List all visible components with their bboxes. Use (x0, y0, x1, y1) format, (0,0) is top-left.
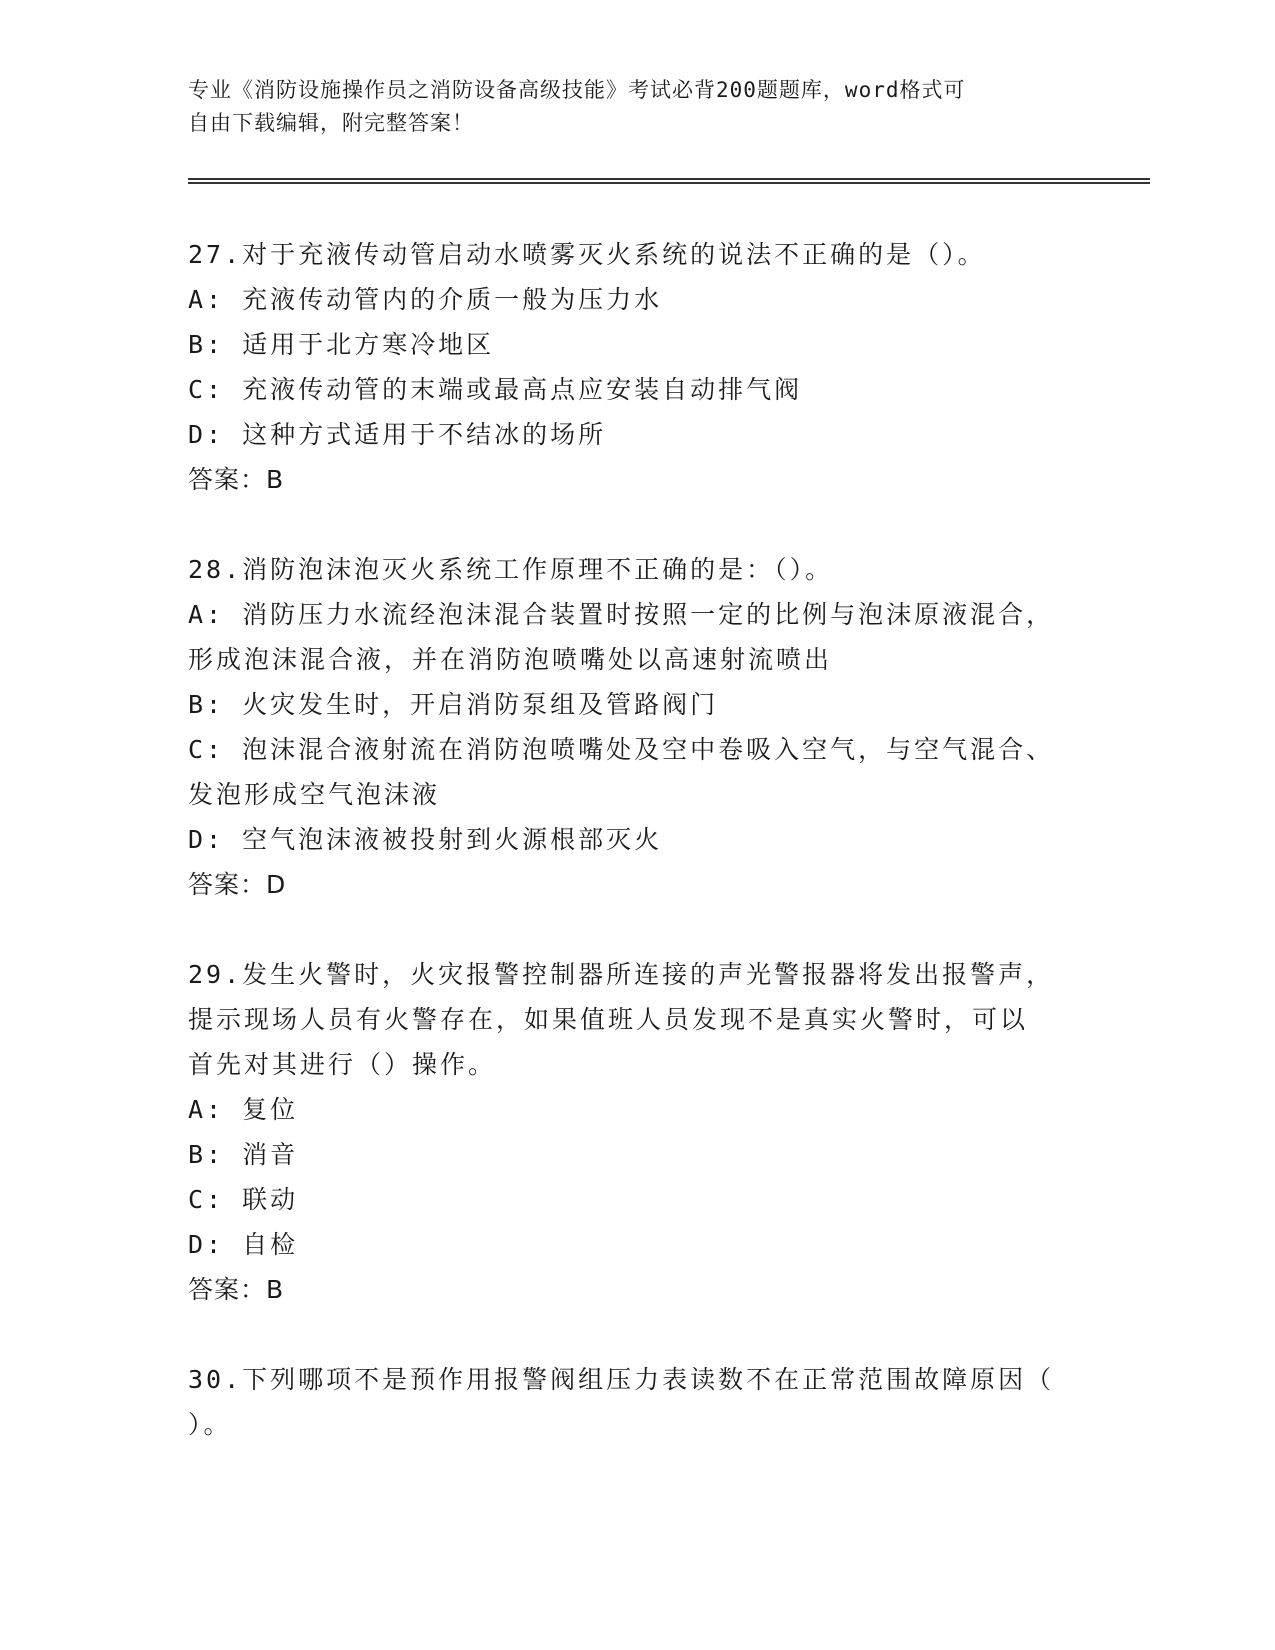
question-option-line: C: 泡沫混合液射流在消防泡喷嘴处及空中卷吸入空气，与空气混合、 (188, 735, 1055, 764)
question-item (188, 232, 1088, 502)
question-stem-line: 29.发生火警时，火灾报警控制器所连接的声光警报器将发出报警声， (188, 960, 1055, 989)
question-answer: 答案：B (188, 465, 285, 494)
question-item (188, 1357, 1088, 1447)
header-divider (188, 178, 1150, 184)
question-item (188, 952, 1088, 1312)
question-stem-line: 27.对于充液传动管启动水喷雾灭火系统的说法不正确的是（）。 (188, 240, 986, 269)
question-option-line: A: 复位 (188, 1095, 299, 1124)
question-list (188, 232, 1088, 1492)
question-option-line: B: 火灾发生时，开启消防泵组及管路阀门 (188, 690, 719, 719)
question-item (188, 547, 1088, 907)
question-option-line: A: 消防压力水流经泡沫混合装置时按照一定的比例与泡沫原液混合， (188, 600, 1055, 629)
question-option-line: A: 充液传动管内的介质一般为压力水 (188, 285, 663, 314)
question-option-line: D: 空气泡沫液被投射到火源根部灭火 (188, 825, 663, 854)
question-option-line: 形成泡沫混合液，并在消防泡喷嘴处以高速射流喷出 (188, 645, 833, 674)
question-option-line: D: 自检 (188, 1230, 299, 1259)
header-line-2: 自由下载编辑，附完整答案！ (188, 111, 474, 135)
document-header (188, 74, 1068, 140)
question-stem-line: 28.消防泡沫泡灭火系统工作原理不正确的是：（）。 (188, 555, 834, 584)
question-stem-line: ）。 (188, 1410, 232, 1439)
question-option-line: D: 这种方式适用于不结冰的场所 (188, 420, 607, 449)
question-answer: 答案：B (188, 1275, 285, 1304)
question-stem-line: 提示现场人员有火警存在，如果值班人员发现不是真实火警时，可以 (188, 1005, 1029, 1034)
question-stem-line: 首先对其进行（）操作。 (188, 1050, 497, 1079)
question-option-line: C: 充液传动管的末端或最高点应安装自动排气阀 (188, 375, 803, 404)
question-option-line: B: 消音 (188, 1140, 299, 1169)
question-option-line: C: 联动 (188, 1185, 299, 1214)
question-option-line: B: 适用于北方寒冷地区 (188, 330, 495, 359)
header-line-1: 专业《消防设施操作员之消防设备高级技能》考试必背200题题库，word格式可 (188, 78, 966, 102)
question-option-line: 发泡形成空气泡沫液 (188, 780, 441, 809)
question-answer: 答案：D (188, 870, 287, 899)
question-stem-line: 30.下列哪项不是预作用报警阀组压力表读数不在正常范围故障原因（ (188, 1365, 1055, 1394)
